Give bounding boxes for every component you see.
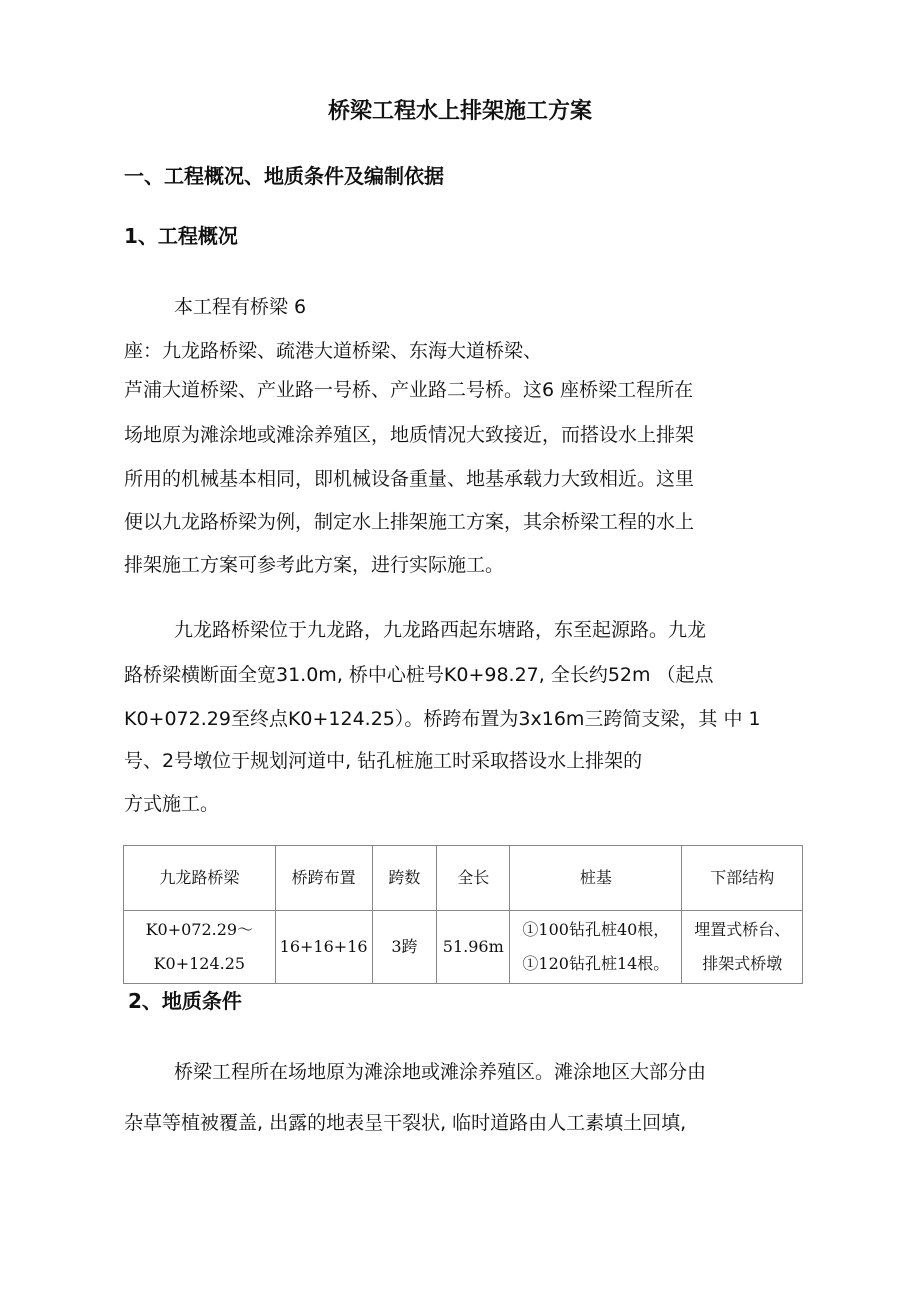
station-start: K0+072.29～ [145,920,254,939]
table-row [124,911,803,984]
table-header-cell: 跨数 [372,846,437,911]
table-cell-length: 51.96m [437,911,510,984]
table-cell-pile [510,911,682,984]
pile-line: ①120钻孔桩14根。 [522,954,670,973]
paragraph-line: K0+072.29至终点K0+124.25）。桥跨布置为3x16m三跨简支梁，其 中 1 [124,708,761,730]
paragraph-line: 排架施工方案可参考此方案，进行实际施工。 [124,554,505,576]
paragraph-line: 九龙路桥梁位于九龙路，九龙路西起东塘路，东至起源路。九龙 [174,619,707,641]
substructure-line: 埋置式桥台、 [694,920,791,939]
subsection-heading-overview: 1、工程概况 [124,224,238,248]
station-end: K0+124.25 [153,954,246,973]
paragraph-line: 桥梁工程所在场地原为滩涂地或滩涂养殖区。滩涂地区大部分由 [174,1061,707,1083]
pile-line: ①100钻孔桩40根， [522,920,670,939]
document-title: 桥梁工程水上排架施工方案 [327,99,592,124]
paragraph-line: 场地原为滩涂地或滩涂养殖区，地质情况大致接近，而搭设水上排架 [124,424,695,446]
paragraph-line: 号、2号墩位于规划河道中, 钻孔桩施工时采取搭设水上排架的 [124,750,643,772]
paragraph-line: 所用的机械基本相同，即机械设备重量、地基承载力大致相近。这里 [124,468,695,490]
table-cell-station [124,911,276,984]
table-cell-count: 3跨 [372,911,437,984]
subsection-heading-geology: 2、地质条件 [128,989,242,1013]
table-header-row [124,846,803,911]
paragraph-line: 芦浦大道桥梁、产业路一号桥、产业路二号桥。这6 座桥梁工程所在 [124,379,694,401]
table-cell-substructure [682,911,803,984]
paragraph-line: 路桥梁横断面全宽31.0m, 桥中心桩号K0+98.27, 全长约52m （起点 [124,664,714,686]
table-cell-span: 16+16+16 [275,911,372,984]
table-header-cell: 桥跨布置 [275,846,372,911]
paragraph-line: 本工程有桥梁 6 [174,296,307,318]
table-header-cell: 九龙路桥梁 [124,846,276,911]
table-header-cell: 桩基 [510,846,682,911]
table-header-cell: 全长 [437,846,510,911]
paragraph-line: 杂草等植被覆盖, 出露的地表呈干裂状, 临时道路由人工素填土回填, [124,1112,687,1134]
paragraph-line: 方式施工。 [124,793,220,815]
paragraph-line: 便以九龙路桥梁为例，制定水上排架施工方案，其余桥梁工程的水上 [124,511,695,533]
paragraph-line: 座：九龙路桥梁、疏港大道桥梁、东海大道桥梁、 [124,340,543,362]
substructure-line: 排架式桥墩 [702,954,783,973]
table-header-cell: 下部结构 [682,846,803,911]
bridge-spec-table [123,845,803,984]
section-heading: 一、工程概况、地质条件及编制依据 [124,164,444,188]
